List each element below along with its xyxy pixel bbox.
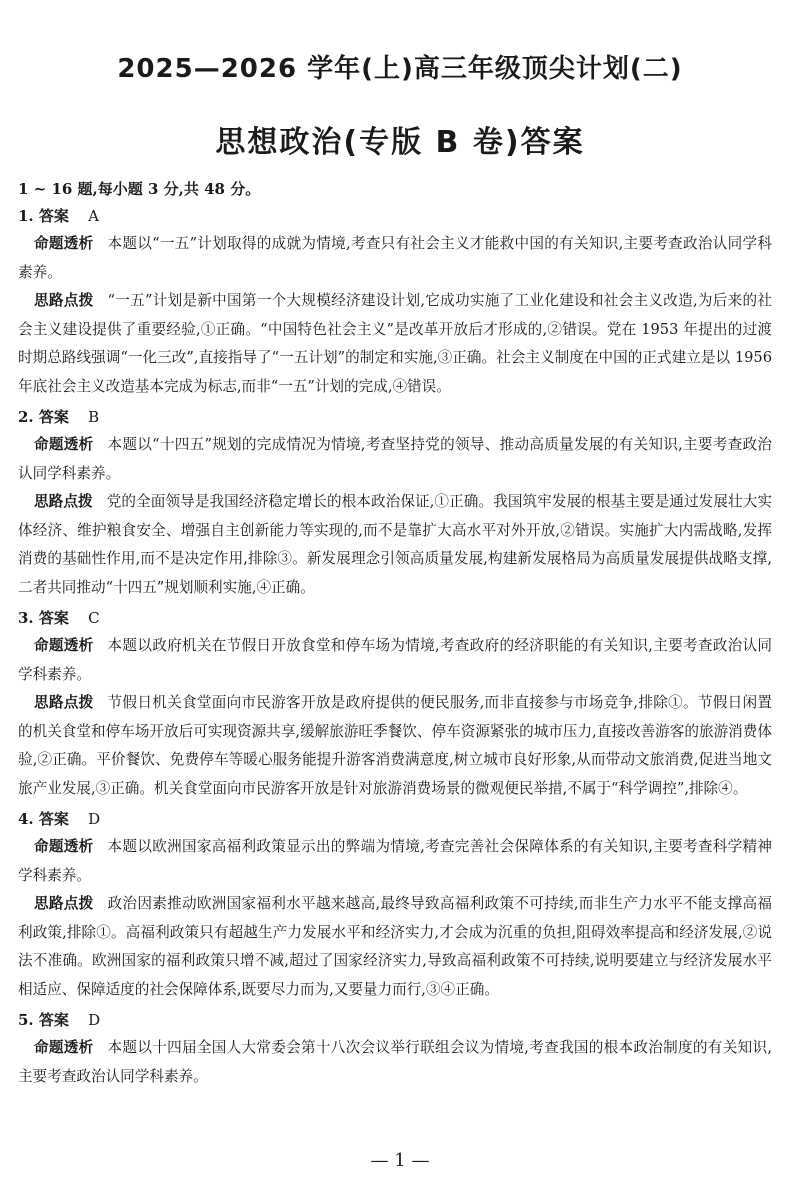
- analysis-text: 本题以“十四五”规划的完成情况为情境,考查坚持党的领导、推动高质量发展的有关知识,主要考查政治认同学科素养。: [18, 436, 772, 482]
- answer-value: C: [88, 609, 100, 627]
- hint-paragraph: [18, 890, 772, 1004]
- question-number: 3.: [18, 609, 34, 627]
- hint-text: 政治因素推动欧洲国家福利水平越来越高,最终导致高福利政策不可持续,而非生产力水平不能支撑高福利政策,排除①。高福利政策只有超越生产力发展水平和经济实力,才会成为沉重的负担,阻碍效率提高和经济发展,②说法不准确。欧洲国家的福利政策只增不减,超过了国家经济实力,导致高福利政策不可持续,说明要建立与经济发展水平相适应、保障适度的社会保障体系,既要尽力而为,又要量力而行,③④正确。: [18, 895, 772, 998]
- hint-paragraph: [18, 488, 772, 602]
- question-number: 2.: [18, 408, 34, 426]
- question-block: [18, 607, 772, 803]
- hint-paragraph: [18, 287, 772, 401]
- question-block: [18, 808, 772, 1004]
- hint-label: 思路点拨: [34, 292, 94, 309]
- hint-text: 节假日机关食堂面向市民游客开放是政府提供的便民服务,而非直接参与市场竞争,排除①。节假日闲置的机关食堂和停车场开放后可实现资源共享,缓解旅游旺季餐饮、停车资源紧张的城市压力,直接改善游客的旅游消费体验,②正确。平价餐饮、免费停车等暖心服务能提升游客消费满意度,树立城市良好形象,从而带动文旅消费,促进当地文旅产业发展,③正确。机关食堂面向市民游客开放是针对旅游消费场景的微观便民举措,不属于“科学调控”,排除④。: [18, 694, 772, 797]
- answer-value: A: [88, 207, 99, 225]
- page-title: 2025—2026 学年(上)高三年级顶尖计划(二): [117, 54, 683, 84]
- question-header: [18, 205, 772, 227]
- answer-value: D: [88, 1011, 101, 1029]
- analysis-label: 命题透析: [34, 637, 94, 654]
- answer-value: B: [88, 408, 100, 426]
- analysis-text: 本题以“一五”计划取得的成就为情境,考查只有社会主义才能救中国的有关知识,主要考查政治认同学科素养。: [18, 235, 772, 281]
- analysis-paragraph: [18, 431, 772, 488]
- analysis-label: 命题透析: [34, 1039, 94, 1056]
- question-number: 4.: [18, 810, 34, 828]
- answer-label: 答案: [38, 207, 69, 225]
- question-block: [18, 1009, 772, 1091]
- hint-paragraph: [18, 689, 772, 803]
- analysis-paragraph: [18, 230, 772, 287]
- hint-text: “一五”计划是新中国第一个大规模经济建设计划,它成功实施了工业化建设和社会主义改造,为后来的社会主义建设提供了重要经验,①正确。“中国特色社会主义”是改革开放后才形成的,②错误。党在 1953 年提出的过渡时期总路线强调“一化三改”,直接指导了“一五计划”的制定和实施,③正确。社会主义制度在中国的正式建立是以 1956 年底社会主义改造基本完成为标志,而非“一五”计划的完成,④错误。: [18, 292, 772, 395]
- analysis-label: 命题透析: [34, 838, 94, 855]
- question-header: [18, 406, 772, 428]
- hint-text: 党的全面领导是我国经济稳定增长的根本政治保证,①正确。我国筑牢发展的根基主要是通过发展壮大实体经济、维护粮食安全、增强自主创新能力等实现的,而不是靠扩大高水平对外开放,②错误。实施扩大内需战略,发挥消费的基础性作用,而不是决定作用,排除③。新发展理念引领高质量发展,构建新发展格局为高质量发展提供战略支撑,二者共同推动“十四五”规划顺利实施,④正确。: [18, 493, 772, 596]
- answer-label: 答案: [38, 810, 69, 828]
- answer-label: 答案: [38, 609, 69, 627]
- analysis-text: 本题以十四届全国人大常委会第十八次会议举行联组会议为情境,考查我国的根本政治制度的有关知识,主要考查政治认同学科素养。: [18, 1039, 772, 1085]
- answer-label: 答案: [38, 1011, 69, 1029]
- analysis-paragraph: [18, 833, 772, 890]
- analysis-label: 命题透析: [34, 436, 94, 453]
- answer-content: [18, 178, 772, 1091]
- question-number: 1.: [18, 207, 34, 225]
- analysis-paragraph: [18, 632, 772, 689]
- analysis-paragraph: [18, 1034, 772, 1091]
- page-number: — 1 —: [370, 1150, 430, 1171]
- hint-label: 思路点拨: [34, 895, 94, 912]
- answer-value: D: [88, 810, 101, 828]
- question-block: [18, 406, 772, 602]
- hint-label: 思路点拨: [34, 493, 93, 510]
- question-header: [18, 808, 772, 830]
- question-header: [18, 607, 772, 629]
- analysis-text: 本题以政府机关在节假日开放食堂和停车场为情境,考查政府的经济职能的有关知识,主要考查政治认同学科素养。: [18, 637, 772, 683]
- section-intro: 1 ~ 16 题,每小题 3 分,共 48 分。: [18, 180, 261, 198]
- analysis-label: 命题透析: [34, 235, 94, 252]
- hint-label: 思路点拨: [34, 694, 94, 711]
- question-header: [18, 1009, 772, 1031]
- analysis-text: 本题以欧洲国家高福利政策显示出的弊端为情境,考查完善社会保障体系的有关知识,主要考查科学精神学科素养。: [18, 838, 772, 884]
- page-subtitle: 思想政治(专版 B 卷)答案: [215, 125, 585, 160]
- answer-label: 答案: [38, 408, 69, 426]
- question-block: [18, 205, 772, 401]
- question-number: 5.: [18, 1011, 34, 1029]
